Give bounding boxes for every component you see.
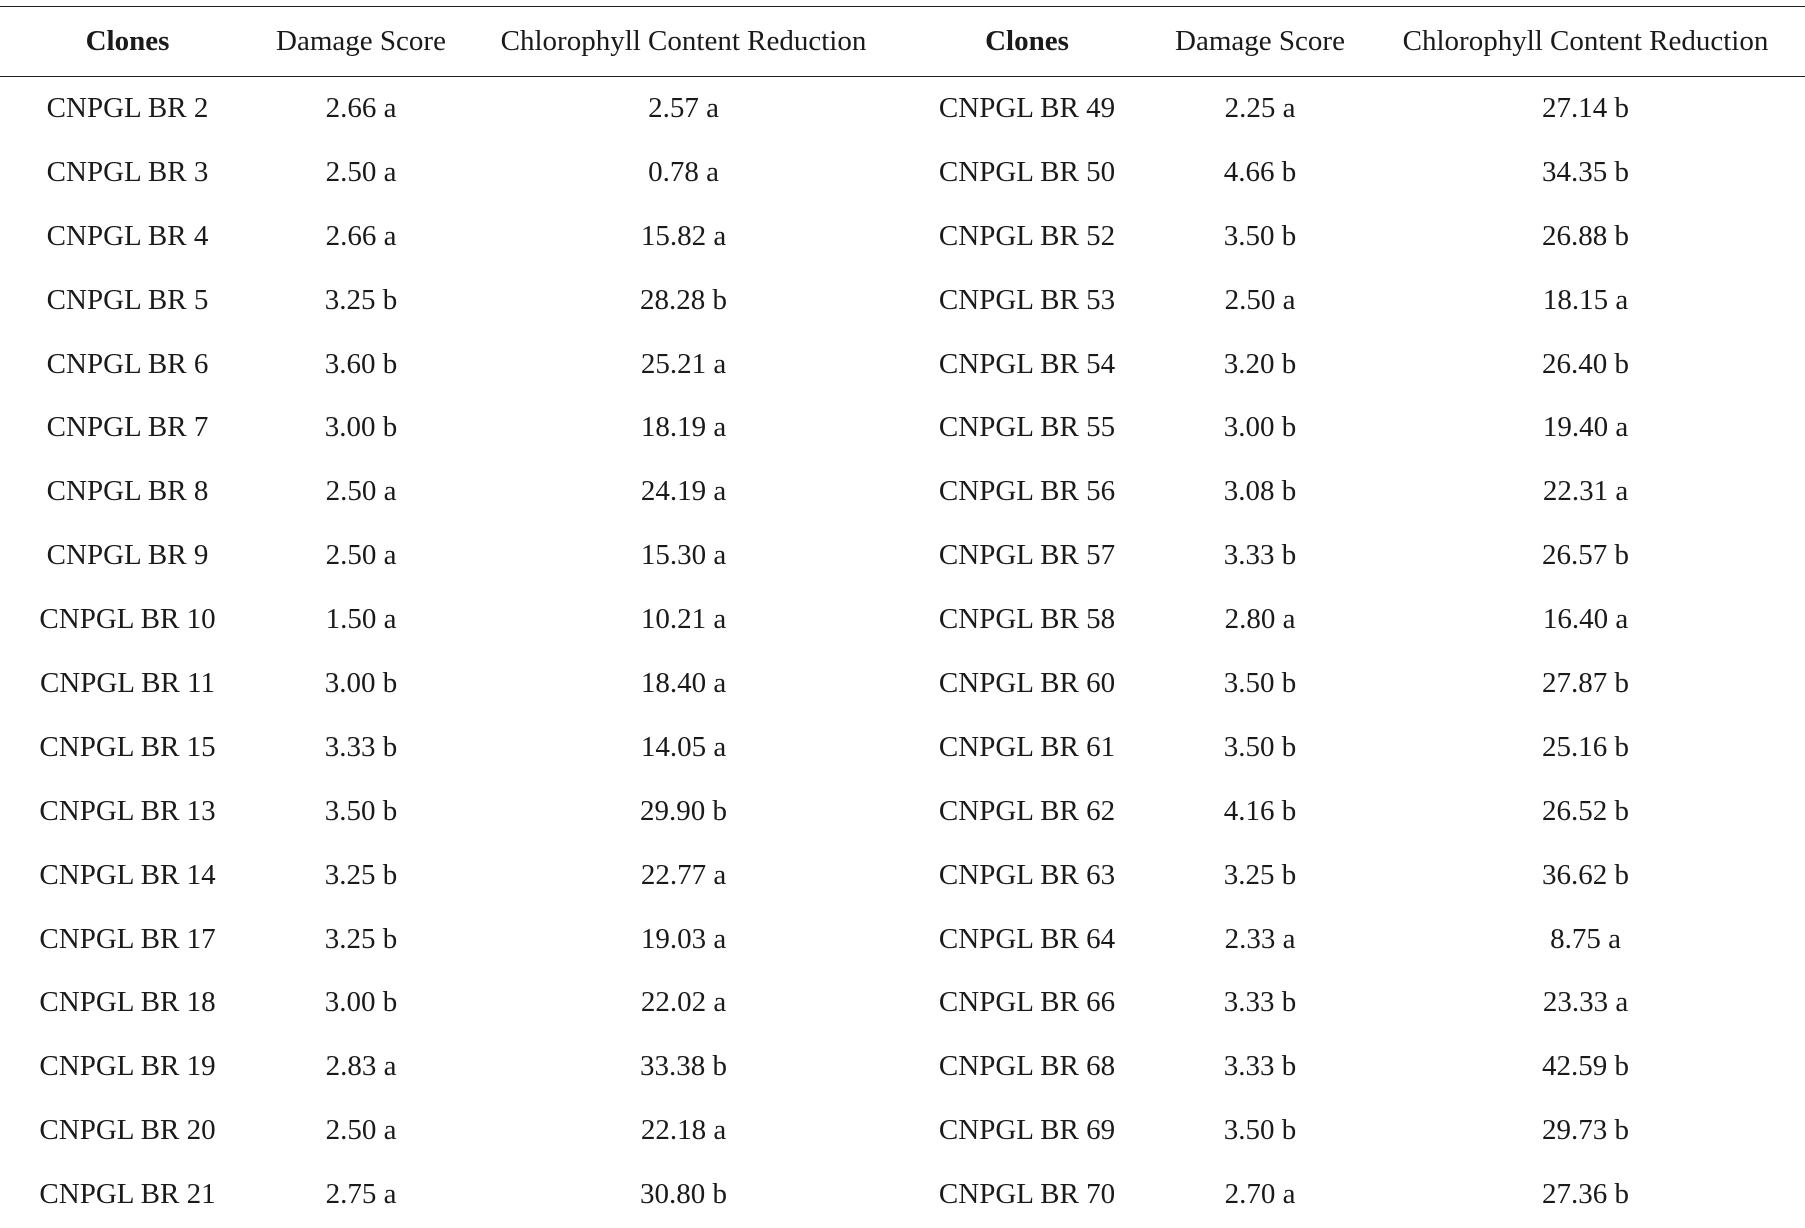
damage-score-cell: 3.50 b [324,794,398,827]
clone-cell: CNPGL BR 50 [938,155,1116,188]
damage-score-cell: 3.00 b [324,666,398,699]
chlorophyll-reduction-cell: 8.75 a [1550,922,1621,955]
damage-score-cell: 2.83 a [325,1050,397,1083]
clone-cell: CNPGL BR 5 [46,283,209,316]
damage-score-cell: 3.25 b [324,858,398,891]
table-row [0,332,1805,396]
chlorophyll-reduction-cell: 42.59 b [1542,1050,1629,1083]
clone-cell: CNPGL BR 63 [938,858,1116,891]
data-table-container [0,6,1805,1227]
table-row [0,715,1805,779]
table-row [0,204,1805,268]
damage-score-cell: 2.75 a [325,1178,397,1211]
damage-score-cell: 3.50 b [1223,1114,1297,1147]
chlorophyll-reduction-cell: 22.18 a [640,1114,727,1147]
damage-score-cell: 2.66 a [325,92,397,125]
clone-cell: CNPGL BR 18 [39,986,216,1019]
chlorophyll-reduction-cell: 22.02 a [640,986,727,1019]
damage-score-cell: 2.50 a [325,155,397,188]
table-row [0,268,1805,332]
clone-cell: CNPGL BR 62 [938,794,1116,827]
damage-score-cell: 4.16 b [1223,794,1297,827]
table-row [0,1035,1805,1099]
chlorophyll-reduction-cell: 19.40 a [1542,411,1629,444]
damage-score-cell: 3.25 b [324,922,398,955]
damage-score-cell: 3.08 b [1223,475,1297,508]
table-row [0,1099,1805,1163]
header-damage-score: Damage Score [1175,25,1345,57]
chlorophyll-reduction-cell: 22.31 a [1542,475,1629,508]
chlorophyll-reduction-cell: 2.57 a [648,92,719,125]
clone-cell: CNPGL BR 68 [938,1050,1116,1083]
damage-score-cell: 2.66 a [325,219,397,252]
clone-cell: CNPGL BR 7 [46,411,209,444]
chlorophyll-reduction-cell: 18.40 a [640,666,727,699]
chlorophyll-reduction-cell: 33.38 b [640,1050,727,1083]
damage-score-cell: 2.50 a [1224,283,1296,316]
chlorophyll-reduction-cell: 29.90 b [640,794,727,827]
chlorophyll-reduction-cell: 26.88 b [1542,219,1629,252]
clone-cell: CNPGL BR 60 [938,666,1116,699]
chlorophyll-reduction-cell: 18.19 a [640,411,727,444]
table-row [0,524,1805,588]
table-row [0,907,1805,971]
table-row [0,77,1805,141]
table-row [0,843,1805,907]
header-row [0,7,1805,77]
damage-score-cell: 2.33 a [1224,922,1296,955]
chlorophyll-reduction-cell: 16.40 a [1542,603,1629,636]
chlorophyll-reduction-cell: 10.21 a [640,603,727,636]
clone-cell: CNPGL BR 64 [938,922,1116,955]
chlorophyll-reduction-cell: 26.52 b [1542,794,1629,827]
damage-score-cell: 3.25 b [1223,858,1297,891]
damage-score-cell: 3.50 b [1223,730,1297,763]
table-row [0,652,1805,716]
chlorophyll-reduction-cell: 15.82 a [640,219,727,252]
damage-score-cell: 2.80 a [1224,603,1296,636]
damage-score-cell: 3.33 b [324,730,398,763]
chlorophyll-reduction-cell: 18.15 a [1542,283,1629,316]
damage-score-cell: 3.33 b [1223,539,1297,572]
chlorophyll-reduction-cell: 30.80 b [640,1178,727,1211]
clone-cell: CNPGL BR 52 [938,219,1116,252]
damage-score-cell: 3.00 b [324,986,398,1019]
clone-cell: CNPGL BR 13 [39,794,216,827]
clone-cell: CNPGL BR 20 [39,1114,216,1147]
chlorophyll-reduction-cell: 27.14 b [1542,92,1629,125]
damage-score-cell: 3.00 b [324,411,398,444]
chlorophyll-reduction-cell: 23.33 a [1542,986,1629,1019]
chlorophyll-reduction-cell: 28.28 b [640,283,727,316]
damage-score-cell: 3.50 b [1223,219,1297,252]
table-row [0,1163,1805,1227]
table-header [0,7,1805,77]
table-row [0,588,1805,652]
chlorophyll-reduction-cell: 29.73 b [1542,1114,1629,1147]
clone-cell: CNPGL BR 2 [46,92,209,125]
clone-cell: CNPGL BR 49 [938,92,1116,125]
clone-cell: CNPGL BR 53 [938,283,1116,316]
table-row [0,460,1805,524]
clone-cell: CNPGL BR 15 [39,730,216,763]
header-chlorophyll-reduction: Chlorophyll Content Reduction [1402,25,1769,57]
chlorophyll-reduction-cell: 26.40 b [1542,347,1629,380]
chlorophyll-reduction-cell: 26.57 b [1542,539,1629,572]
clone-cell: CNPGL BR 56 [938,475,1116,508]
clone-cell: CNPGL BR 6 [46,347,209,380]
clone-cell: CNPGL BR 9 [46,539,209,572]
clone-cell: CNPGL BR 3 [46,155,209,188]
chlorophyll-reduction-cell: 27.87 b [1542,666,1629,699]
damage-score-cell: 2.50 a [325,1114,397,1147]
table-row [0,971,1805,1035]
chlorophyll-reduction-cell: 24.19 a [640,475,727,508]
clone-cell: CNPGL BR 61 [938,730,1116,763]
chlorophyll-reduction-cell: 27.36 b [1542,1178,1629,1211]
clone-cell: CNPGL BR 66 [938,986,1116,1019]
clone-cell: CNPGL BR 58 [938,603,1116,636]
chlorophyll-reduction-cell: 19.03 a [640,922,727,955]
damage-score-cell: 3.33 b [1223,1050,1297,1083]
damage-score-cell: 4.66 b [1223,155,1297,188]
damage-score-cell: 3.20 b [1223,347,1297,380]
chlorophyll-reduction-cell: 36.62 b [1542,858,1629,891]
clone-cell: CNPGL BR 11 [39,666,216,699]
table-body [0,77,1805,1227]
chlorophyll-reduction-cell: 0.78 a [648,155,719,188]
damage-score-cell: 2.50 a [325,539,397,572]
clone-cell: CNPGL BR 69 [938,1114,1116,1147]
chlorophyll-reduction-cell: 25.16 b [1542,730,1629,763]
damage-score-cell: 3.50 b [1223,666,1297,699]
header-clones: Clones [985,25,1069,57]
clone-cell: CNPGL BR 54 [938,347,1116,380]
clone-cell: CNPGL BR 17 [39,922,216,955]
damage-score-cell: 2.50 a [325,475,397,508]
damage-score-cell: 3.25 b [324,283,398,316]
clone-cell: CNPGL BR 55 [938,411,1116,444]
clone-cell: CNPGL BR 21 [39,1178,216,1211]
clone-cell: CNPGL BR 8 [46,475,209,508]
damage-score-cell: 3.60 b [324,347,398,380]
chlorophyll-reduction-cell: 15.30 a [640,539,727,572]
chlorophyll-reduction-cell: 25.21 a [640,347,727,380]
chlorophyll-reduction-cell: 22.77 a [640,858,727,891]
damage-score-cell: 2.70 a [1224,1178,1296,1211]
damage-score-cell: 3.33 b [1223,986,1297,1019]
chlorophyll-reduction-cell: 34.35 b [1542,155,1629,188]
clone-cell: CNPGL BR 14 [39,858,216,891]
table-row [0,779,1805,843]
chlorophyll-reduction-cell: 14.05 a [640,730,727,763]
damage-score-cell: 1.50 a [325,603,397,636]
damage-score-cell: 2.25 a [1224,92,1296,125]
header-damage-score: Damage Score [276,25,446,57]
clone-cell: CNPGL BR 10 [39,603,216,636]
clone-cell: CNPGL BR 4 [46,219,209,252]
clone-cell: CNPGL BR 70 [938,1178,1116,1211]
damage-score-cell: 3.00 b [1223,411,1297,444]
clone-cell: CNPGL BR 19 [39,1050,216,1083]
header-clones: Clones [85,25,170,57]
table-row [0,140,1805,204]
header-chlorophyll-reduction: Chlorophyll Content Reduction [500,25,867,57]
clone-cell: CNPGL BR 57 [938,539,1116,572]
table-row [0,396,1805,460]
clone-damage-table [0,6,1805,1227]
